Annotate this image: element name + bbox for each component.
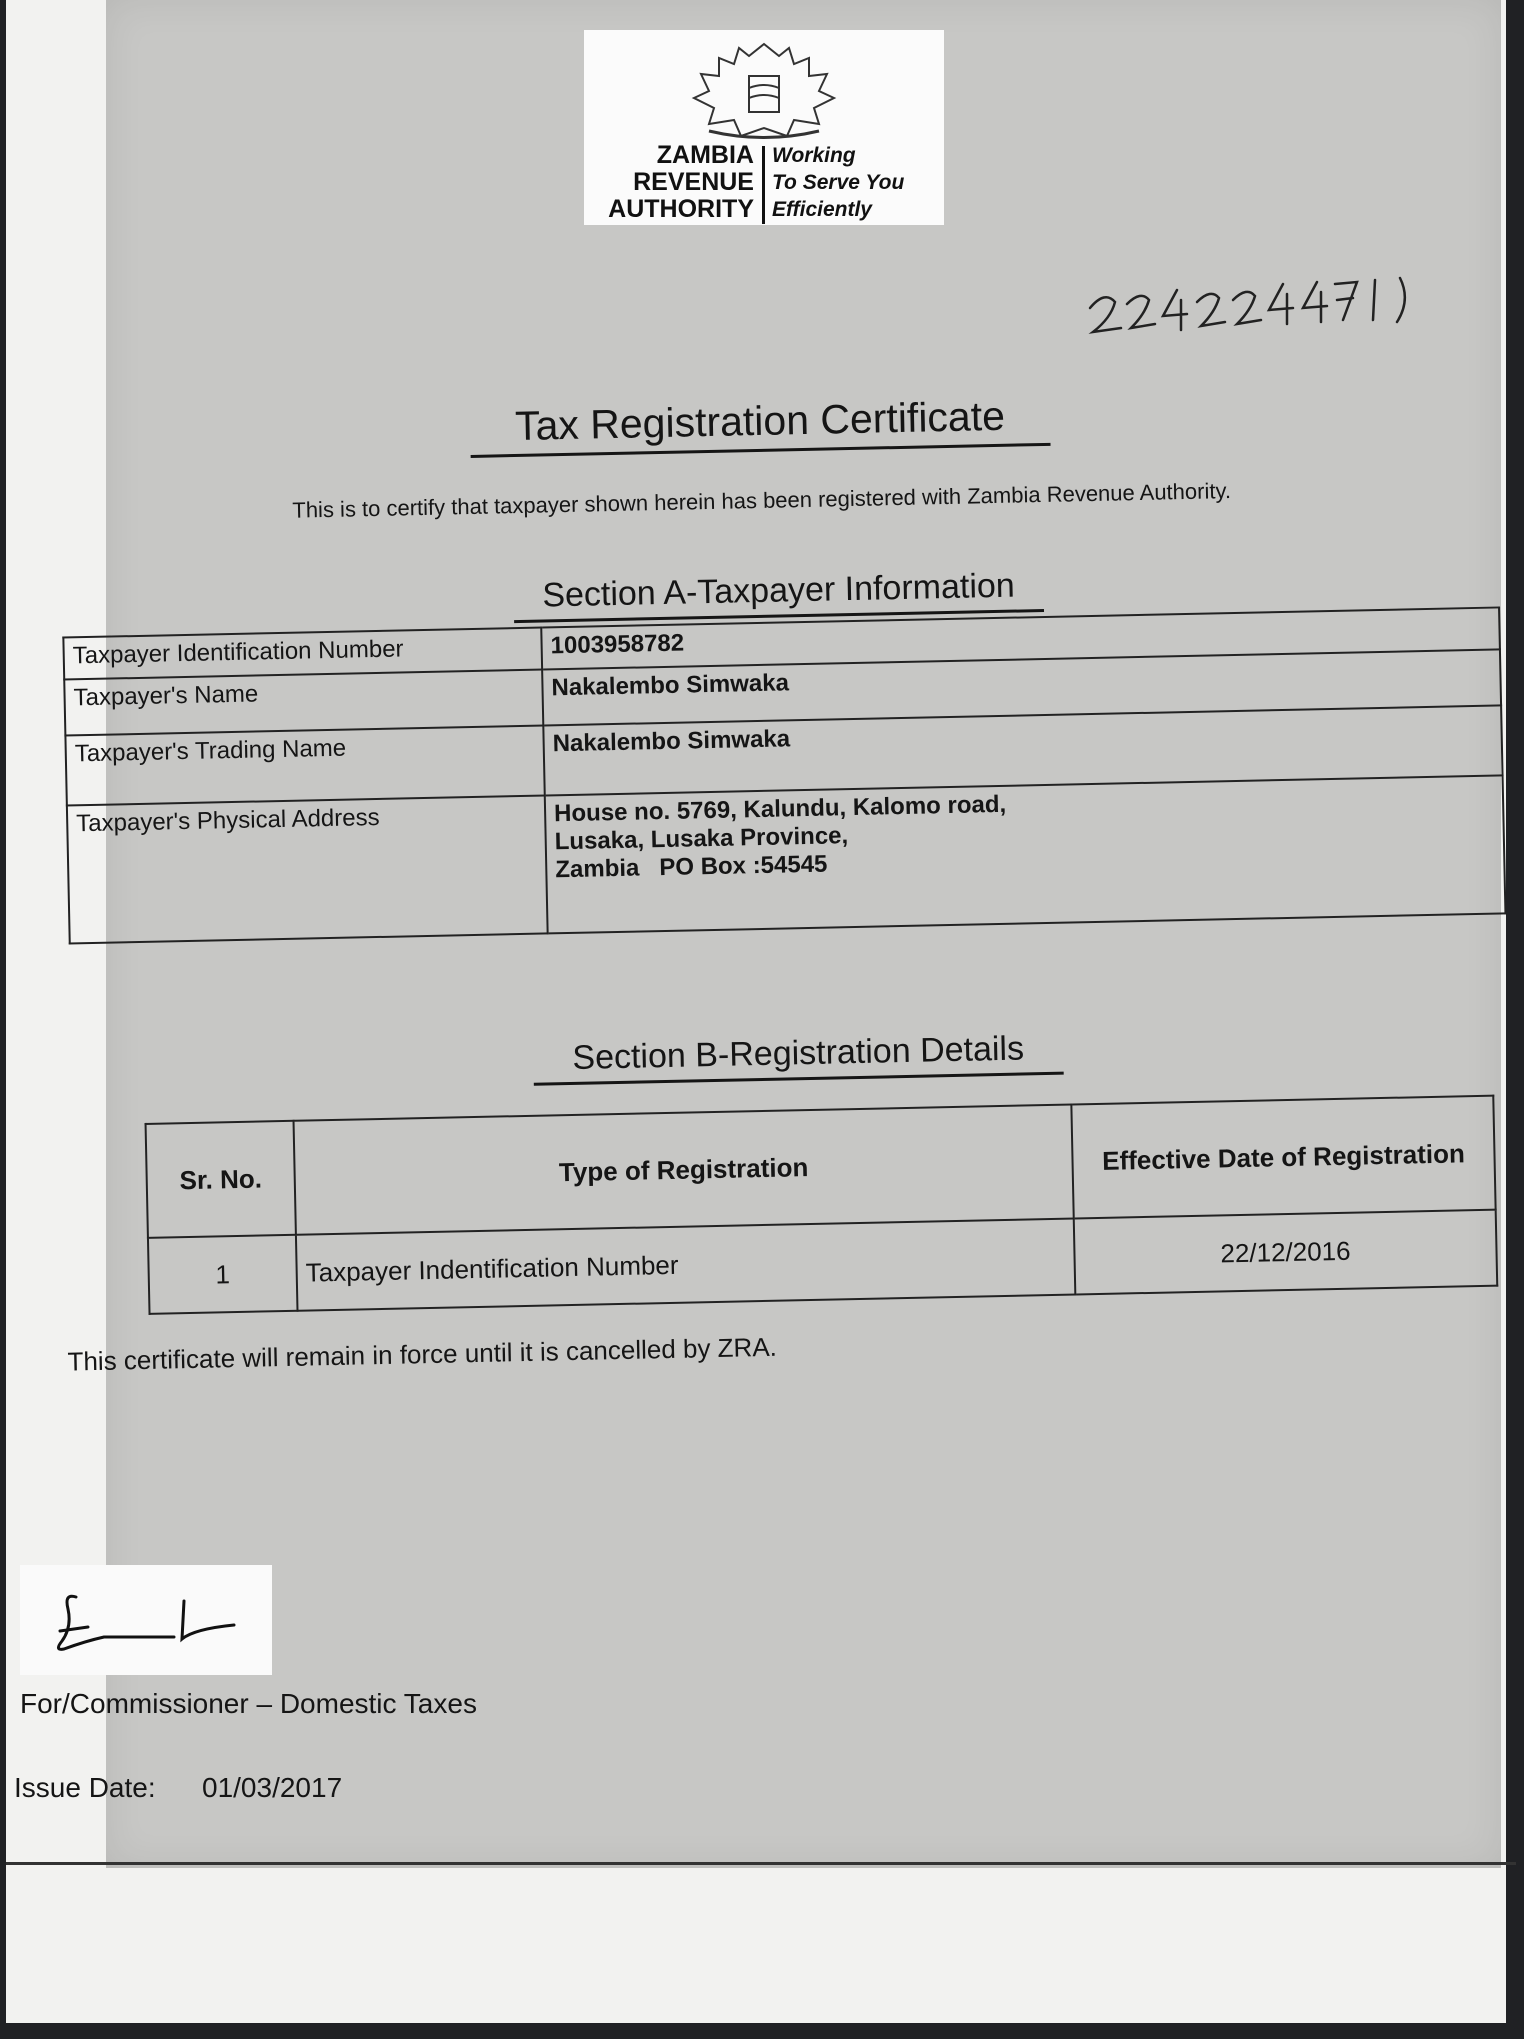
issue-date-value: 01/03/2017 (202, 1772, 343, 1803)
signature-image (34, 1579, 264, 1664)
tagline-line: To Serve You (772, 171, 905, 194)
row-label: Taxpayer's Trading Name (65, 726, 544, 806)
org-line: ZAMBIA (656, 141, 754, 169)
taxpayer-info-table (62, 606, 1506, 944)
tagline-line: Efficiently (772, 198, 872, 221)
table-row (67, 775, 1506, 943)
header-type: Type of Registration (294, 1105, 1074, 1235)
sr-no-cell: 1 (148, 1235, 298, 1314)
address-line: Zambia PO Box :54545 (555, 850, 828, 884)
issue-date-row (14, 1772, 342, 1804)
issue-date-label: Issue Date: (14, 1772, 156, 1803)
certificate-title: Tax Registration Certificate (470, 392, 1051, 458)
effective-date-cell: 22/12/2016 (1074, 1210, 1497, 1295)
address-line: Lusaka, Lusaka Province, (554, 822, 849, 856)
section-a-title: Section A-Taxpayer Information (513, 566, 1044, 623)
tpin-value: 1003958782 (541, 607, 1500, 669)
taxpayer-name-value: Nakalembo Simwaka (542, 649, 1501, 725)
org-line: AUTHORITY (608, 195, 754, 223)
header-sr-no: Sr. No. (146, 1121, 296, 1238)
section-b-title: Section B-Registration Details (533, 1029, 1064, 1086)
row-label: Taxpayer's Name (64, 670, 543, 736)
trading-name-value: Nakalembo Simwaka (543, 705, 1502, 795)
validity-note: This certificate will remain in force until it is cancelled by ZRA. (67, 1331, 778, 1377)
org-line: REVENUE (633, 168, 754, 196)
registration-details-table (145, 1095, 1499, 1315)
header-effective-date: Effective Date of Registration (1071, 1096, 1495, 1219)
row-label: Taxpayer Identification Number (63, 628, 542, 680)
signature-box (20, 1565, 272, 1675)
row-label: Taxpayer's Physical Address (67, 795, 548, 943)
address-value (545, 775, 1506, 933)
registration-type-cell: Taxpayer Indentification Number (296, 1218, 1075, 1310)
certification-statement: This is to certify that taxpayer shown herein has been registered with Zambia Revenue Authority. (292, 478, 1232, 523)
address-line: House no. 5769, Kalundu, Kalomo road, (553, 790, 1007, 828)
tagline-line: Working (772, 144, 856, 167)
signatory-title: For/Commissioner – Domestic Taxes (20, 1688, 477, 1719)
